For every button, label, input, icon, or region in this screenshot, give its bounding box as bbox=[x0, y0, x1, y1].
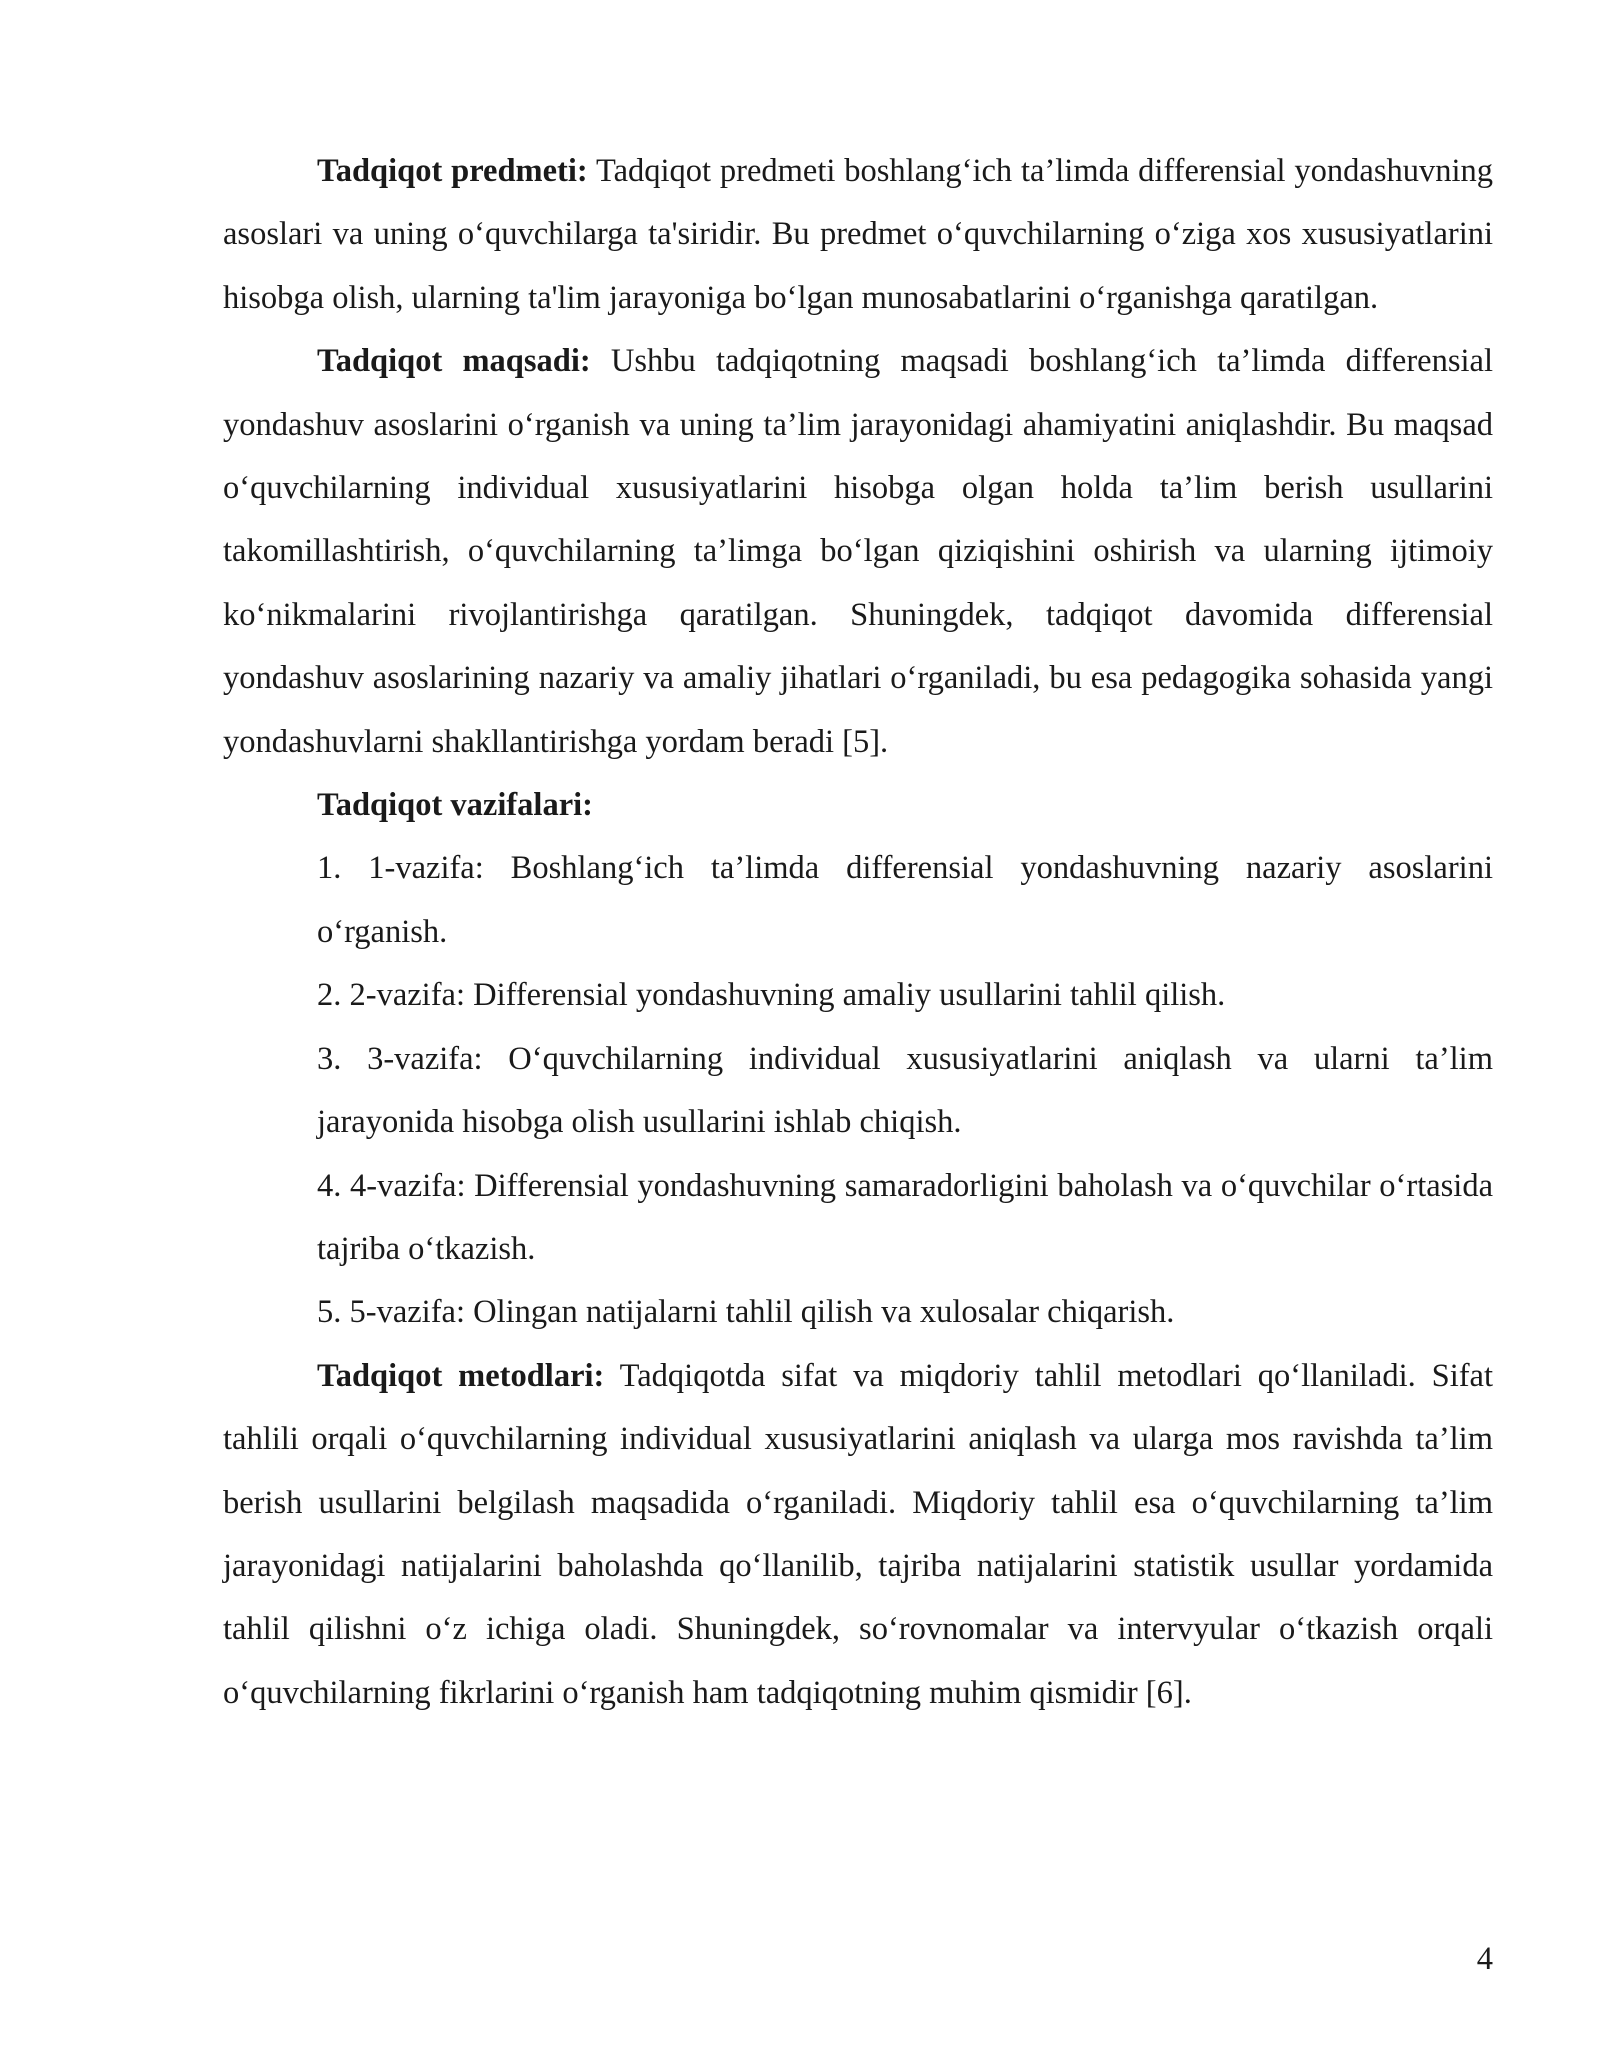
text-predmet: Tadqiqot predmeti boshlang‘ich ta’limda differensial yondashuvning asoslari va uning o‘quvchilarga ta'siridir. Bu predmet o‘quvchilarning o‘ziga xos xususiyatlarini hisobga olish, ularning ta'lim jarayoniga bo‘lgan munosabatlarini o‘rganishga qaratilgan. bbox=[223, 153, 1493, 316]
paragraph-metodlar bbox=[223, 1345, 1493, 1725]
page-number: 4 bbox=[1476, 1941, 1493, 1977]
label-metodlar: Tadqiqot metodlari: bbox=[317, 1357, 605, 1394]
label-predmet: Tadqiqot predmeti: bbox=[317, 153, 588, 189]
document-page bbox=[223, 140, 1493, 1725]
list-item: 5. 5-vazifa: Olingan natijalarni tahlil qilish va xulosalar chiqarish. bbox=[317, 1294, 1175, 1331]
list-item: 4. 4-vazifa: Differensial yondashuvning samaradorligini baholash va o‘quvchilar o‘rtasida tajriba o‘tkazish. bbox=[317, 1167, 1493, 1267]
heading-vazifalar: Tadqiqot vazifalari: bbox=[317, 787, 593, 824]
paragraph-maqsad bbox=[223, 330, 1493, 774]
paragraph-predmet bbox=[223, 140, 1493, 330]
text-metodlar: Tadqiqotda sifat va miqdoriy tahlil metodlari qo‘llaniladi. Sifat tahlili orqali o‘quvchilarning individual xususiyatlarini aniqlash va ularga mos ravishda ta’lim berish usullarini belgilash maqsadida o‘rganiladi. Miqdoriy tahlil esa o‘quvchilarning ta’lim jarayonidagi natijalarini baholashda qo‘llanilib, tajriba natijalarini statistik usullar yordamida tahlil qilishni o‘z ichiga oladi. Shuningdek, so‘rovnomalar va intervyular o‘tkazish orqali o‘quvchilarning fikrlarini o‘rganish ham tadqiqotning muhim qismidir [6]. bbox=[223, 1357, 1493, 1711]
list-item: 3. 3-vazifa: O‘quvchilarning individual xususiyatlarini aniqlash va ularni ta’lim jarayonida hisobga olish usullarini ishlab chiqish. bbox=[317, 1040, 1493, 1141]
list-item: 1. 1-vazifa: Boshlang‘ich ta’limda differensial yondashuvning nazariy asoslarini o‘rganish. bbox=[317, 850, 1493, 950]
text-maqsad: Ushbu tadqiqotning maqsadi boshlang‘ich ta’limda differensial yondashuv asoslarini o‘rganish va uning ta’lim jarayonidagi ahamiyatini aniqlashdir. Bu maqsad o‘quvchilarning individual xususiyatlarini hisobga olgan holda ta’lim berish usullarini takomillashtirish, o‘quvchilarning ta’limga bo‘lgan qiziqishini oshirish va ularning ijtimoiy ko‘nikmalarini rivojlantirishga qaratilgan. Shuningdek, tadqiqot davomida differensial yondashuv asoslarining nazariy va amaliy jihatlari o‘rganiladi, bu esa pedagogika sohasida yangi yondashuvlarni shakllantirishga yordam beradi [5]. bbox=[223, 343, 1493, 760]
label-maqsad: Tadqiqot maqsadi: bbox=[317, 343, 591, 380]
list-item: 2. 2-vazifa: Differensial yondashuvning amaliy usullarini tahlil qilish. bbox=[317, 977, 1226, 1014]
